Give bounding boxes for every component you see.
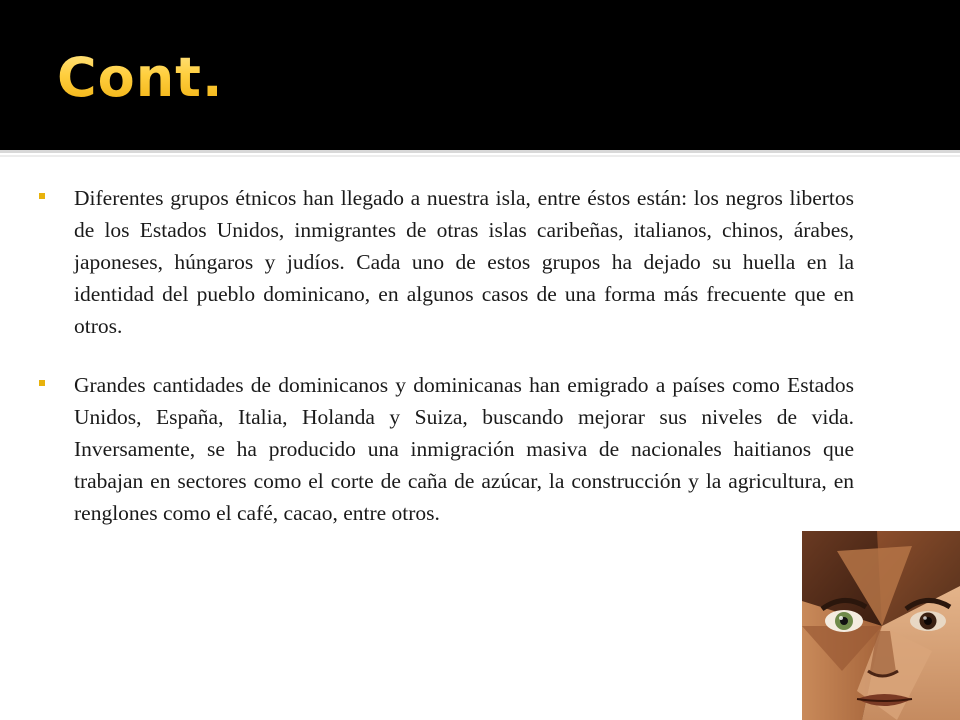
bullet-item <box>36 369 854 529</box>
faces-painting <box>802 531 960 720</box>
bullet-list <box>36 182 854 556</box>
square-bullet-icon <box>39 380 45 386</box>
bullet-text: Diferentes grupos étnicos han llegado a nuestra isla, entre éstos están: los negros libertos de los Estados Unidos, inmigrantes de otras islas caribeñas, italianos, chinos, árabes, japoneses, húngaros y judíos. Cada uno de estos grupos ha dejado su huella en la identidad del pueblo dominicano, en algunos casos de una forma más frecuente que en otros. <box>74 186 854 338</box>
title-divider <box>0 150 960 153</box>
title-bar <box>0 0 960 150</box>
faces-painting-illustration <box>802 531 960 720</box>
bullet-text: Grandes cantidades de dominicanos y dominicanas han emigrado a países como Estados Unidos, España, Italia, Holanda y Suiza, buscando mejorar sus niveles de vida. Inversamente, se ha producido una inmigración masiva de nacionales haitianos que trabajan en sectores como el corte de caña de azúcar, la construcción y la agricultura, en renglones como el café, cacao, entre otros. <box>74 373 854 525</box>
square-bullet-icon <box>39 193 45 199</box>
title-divider-secondary <box>0 155 960 157</box>
slide-title: Cont. <box>57 46 224 109</box>
bullet-item <box>36 182 854 342</box>
